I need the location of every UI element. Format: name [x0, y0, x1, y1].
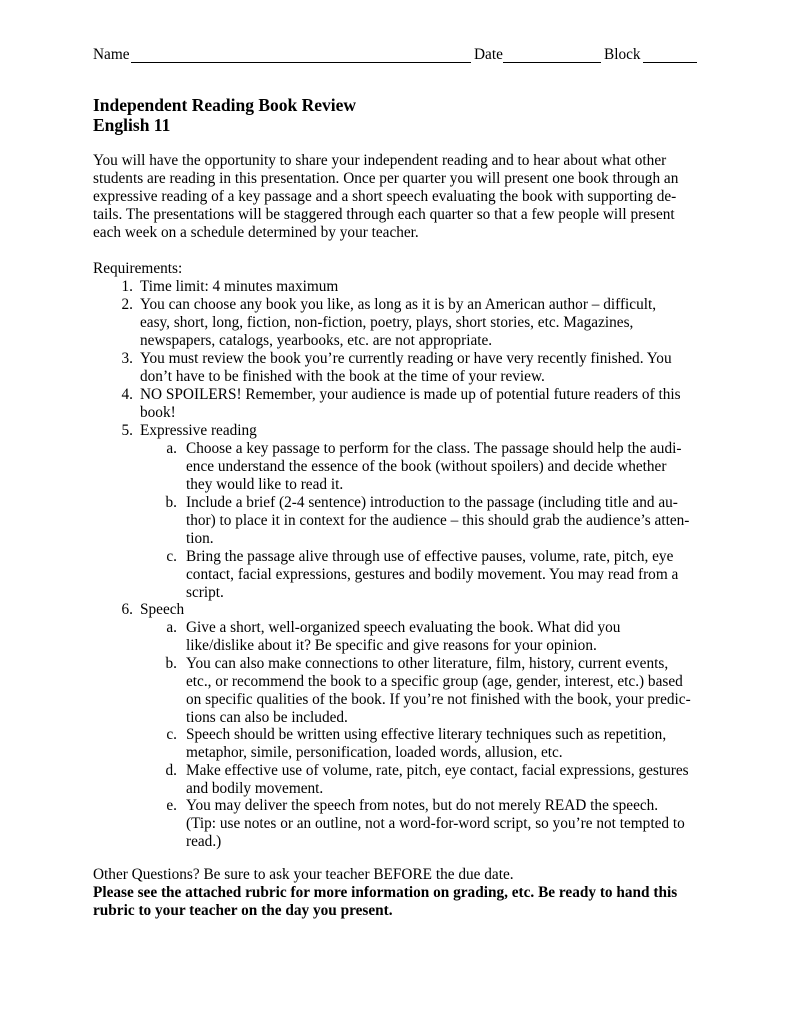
date-field-line[interactable] — [503, 62, 601, 63]
requirements-heading: Requirements: — [93, 260, 183, 277]
list-number: 2. — [121, 296, 133, 313]
list-item: Time limit: 4 minutes maximum — [140, 278, 339, 295]
list-number: 5. — [121, 422, 133, 439]
sub-list-letter: d. — [165, 762, 177, 779]
header-fields — [93, 46, 703, 66]
name-field-line[interactable] — [131, 62, 471, 63]
sub-list-letter: c. — [166, 548, 177, 565]
sub-list-item: You may deliver the speech from notes, but do not merely READ the speech. (Tip: use notes or an outline, not a word-for-word script, so you’re not tempted to read.) — [186, 797, 685, 850]
name-label: Name — [93, 46, 130, 63]
sub-list-item: Give a short, well-organized speech evaluating the book. What did you like/dislike about it? Be specific and give reasons for your opinion. — [186, 619, 621, 654]
list-item: Speech — [140, 601, 185, 618]
intro-line: students are reading in this presentation. Once per quarter you will present one book through an — [93, 169, 679, 187]
sub-list-item: Bring the passage alive through use of effective pauses, volume, rate, pitch, eye contact, facial expressions, gestures and bodily movement. You may read from a script. — [186, 548, 679, 601]
sub-list-letter: b. — [165, 655, 177, 672]
sub-list-item: Speech should be written using effective literary techniques such as repetition, metaphor, simile, personification, loaded words, allusion, etc. — [186, 726, 667, 761]
sub-list-item: You can also make connections to other literature, film, history, current events, etc., or recommend the book to a specific group (age, gender, interest, etc.) based on specific qualities of the book. If you’re not finished with the book, your predic- tions can also be included. — [186, 655, 691, 726]
intro-paragraph — [93, 152, 689, 242]
rubric-note: Please see the attached rubric for more information on grading, etc. Be ready to hand this rubric to your teacher on the day you present. — [93, 884, 678, 919]
intro-line: tails. The presentations will be staggered through each quarter so that a few people will present — [93, 205, 675, 223]
sub-list-item: Include a brief (2-4 sentence) introduction to the passage (including title and au- thor) to place it in context for the audience – this should grab the audience’s atten- tion. — [186, 494, 690, 547]
list-item: You can choose any book you like, as long as it is by an American author – difficult, easy, short, long, fiction, non-fiction, poetry, plays, short stories, etc. Magazines, newspapers, catalogs, yearbooks, etc. are not appropriate. — [140, 296, 657, 349]
list-item: NO SPOILERS! Remember, your audience is made up of potential future readers of this book! — [140, 386, 681, 421]
intro-line: expressive reading of a key passage and a short speech evaluating the book with supporting de- — [93, 187, 677, 205]
list-number: 1. — [121, 278, 133, 295]
sub-list-item: Choose a key passage to perform for the class. The passage should help the audi- ence understand the essence of the book (without spoilers) and decide whether they would like to read it. — [186, 440, 682, 493]
list-number: 6. — [121, 601, 133, 618]
document-subtitle: English 11 — [93, 115, 171, 135]
list-number: 3. — [121, 350, 133, 367]
sub-list-letter: e. — [166, 797, 177, 814]
list-item: Expressive reading — [140, 422, 257, 439]
block-label: Block — [604, 46, 641, 63]
intro-line: each week on a schedule determined by your teacher. — [93, 223, 419, 241]
questions-note: Other Questions? Be sure to ask your teacher BEFORE the due date. — [93, 866, 514, 883]
list-item: You must review the book you’re currently reading or have very recently finished. You don’t have to be finished with the book at the time of your review. — [140, 350, 672, 385]
sub-list-letter: a. — [166, 619, 177, 636]
list-number: 4. — [121, 386, 133, 403]
intro-line: You will have the opportunity to share your independent reading and to hear about what other — [93, 152, 667, 169]
date-label: Date — [474, 46, 503, 63]
sub-list-letter: c. — [166, 726, 177, 743]
sub-list-letter: b. — [165, 494, 177, 511]
document-title: Independent Reading Book Review — [93, 95, 357, 115]
block-field-line[interactable] — [643, 62, 697, 63]
sub-list-letter: a. — [166, 440, 177, 457]
sub-list-item: Make effective use of volume, rate, pitch, eye contact, facial expressions, gestures and bodily movement. — [186, 762, 689, 797]
